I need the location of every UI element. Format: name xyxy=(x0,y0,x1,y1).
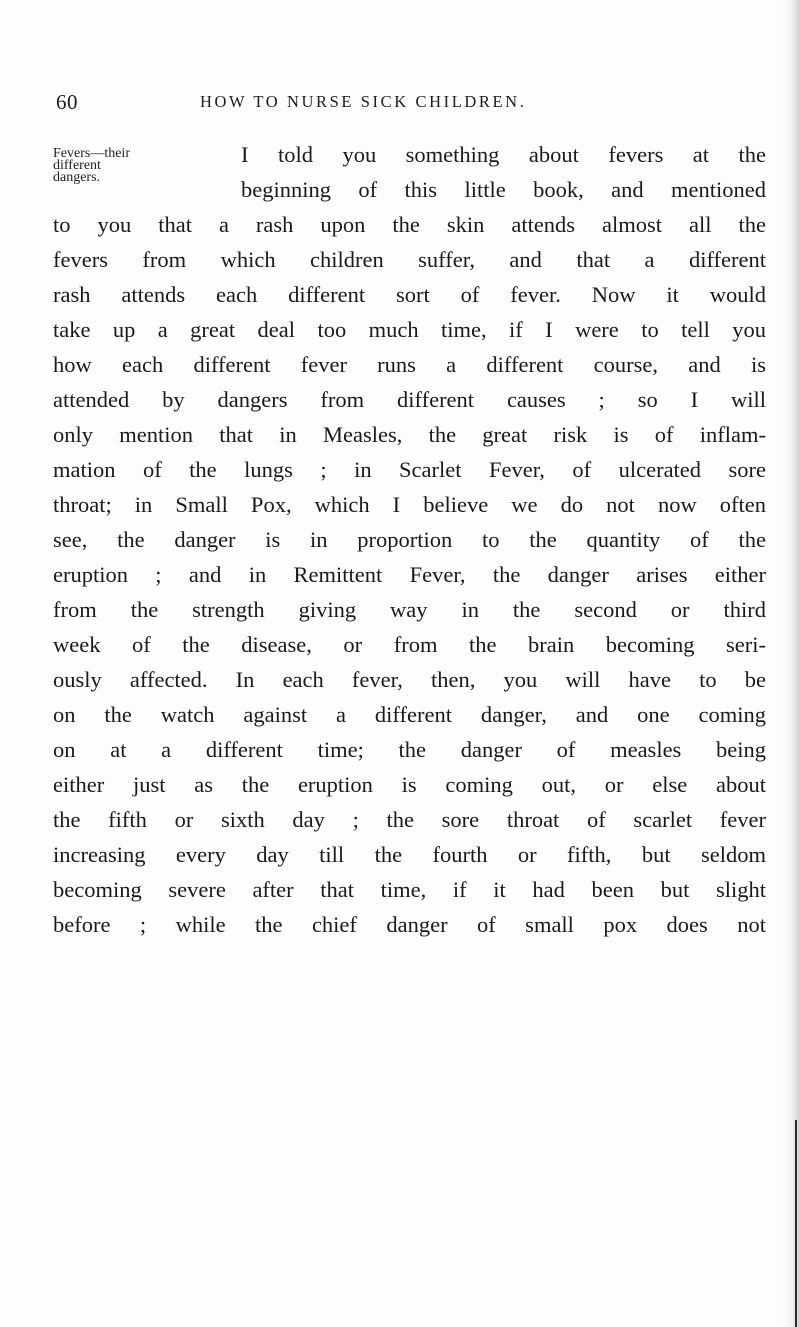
body-line: either just as the eruption is coming out, or else about xyxy=(53,772,766,797)
running-title: HOW TO NURSE SICK CHILDREN. xyxy=(200,92,527,111)
body-line: on the watch against a different danger, and one coming xyxy=(53,702,766,727)
body-line: ously affected. In each fever, then, you will have to be xyxy=(53,667,766,692)
body-line: see, the danger is in proportion to the quantity of the xyxy=(53,527,766,552)
body-line: to you that a rash upon the skin attends almost all the xyxy=(53,212,766,237)
page-edge-shadow xyxy=(782,0,800,1327)
margin-note-line: dangers. xyxy=(53,170,101,185)
body-line: before ; while the chief danger of small pox does not xyxy=(53,912,766,937)
page-edge-line xyxy=(795,1120,797,1327)
body-line: take up a great deal too much time, if I were to tell you xyxy=(53,317,766,342)
body-line: how each different fever runs a different course, and is xyxy=(53,352,766,377)
body-line: mation of the lungs ; in Scarlet Fever, of ulcerated sore xyxy=(53,457,766,482)
margin-note xyxy=(53,148,181,184)
body-line: only mention that in Measles, the great risk is of inflam- xyxy=(53,422,766,447)
margin-note-line: different xyxy=(53,158,101,173)
body-line: fevers from which children suffer, and that a different xyxy=(53,247,766,272)
body-line: becoming severe after that time, if it had been but slight xyxy=(53,877,766,902)
body-line: throat; in Small Pox, which I believe we do not now often xyxy=(53,492,766,517)
margin-note-line: Fevers—their xyxy=(53,146,130,161)
body-line: week of the disease, or from the brain becoming seri- xyxy=(53,632,766,657)
body-line: from the strength giving way in the second or third xyxy=(53,597,766,622)
running-head xyxy=(56,90,756,116)
body-line: eruption ; and in Remittent Fever, the danger arises either xyxy=(53,562,766,587)
body-line: I told you something about fevers at the xyxy=(241,142,766,167)
page-number: 60 xyxy=(56,90,78,114)
body-line: beginning of this little book, and mentioned xyxy=(241,177,766,202)
body-line: increasing every day till the fourth or fifth, but seldom xyxy=(53,842,766,867)
body-line: attended by dangers from different causes ; so I will xyxy=(53,387,766,412)
body-line: the fifth or sixth day ; the sore throat of scarlet fever xyxy=(53,807,766,832)
body-line: rash attends each different sort of fever. Now it would xyxy=(53,282,766,307)
body-line: on at a different time; the danger of measles being xyxy=(53,737,766,762)
